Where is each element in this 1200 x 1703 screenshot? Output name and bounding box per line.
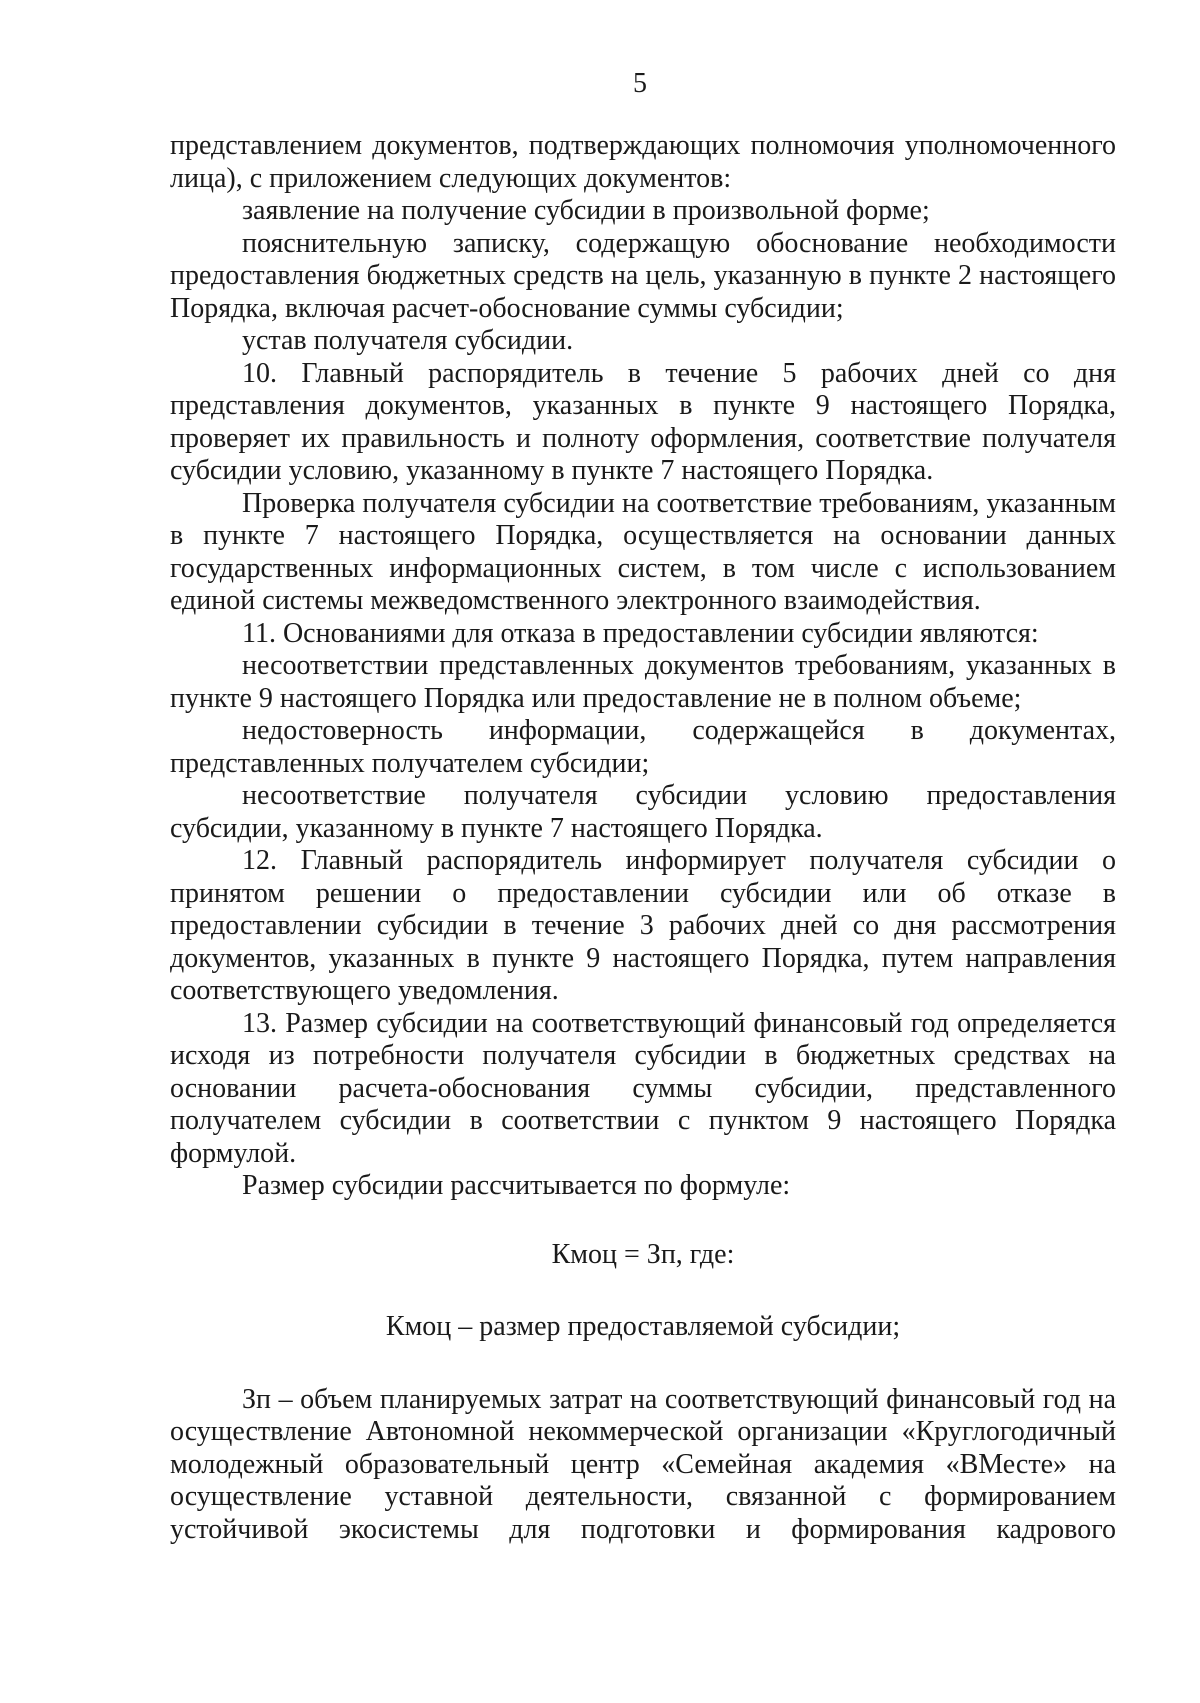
paragraph-formula-intro: Размер субсидии рассчитывается по формуле: (242, 1170, 791, 1201)
paragraph-noncompliance-docs: несоответствии представленных документов требованиям, указанных в пункте 9 настоящего Порядка или предоставление не в полном объеме; (170, 650, 1116, 714)
definition-kmoc: Кмоц – размер предоставляемой субсидии; (385, 1311, 901, 1342)
paragraph-12: 12. Главный распорядитель информирует получателя субсидии о принятом решении о предоставлении субсидии или об отказе в предоставлении субсидии в течение 3 рабочих дней со дня рассмотрения документов, указанных в пункте 9 настоящего Порядка, путем направления соответствующего уведомления. (170, 845, 1116, 1006)
paragraph-application: заявление на получение субсидии в произвольной форме; (242, 195, 930, 226)
page-number: 5 (633, 68, 647, 99)
document-body (170, 130, 1116, 1546)
paragraph-continuation: представлением документов, подтверждающих полномочия уполномоченного лица), с приложением следующих документов: (170, 130, 1116, 194)
paragraph-11: 11. Основаниями для отказа в предоставлении субсидии являются: (242, 617, 1039, 649)
paragraph-13: 13. Размер субсидии на соответствующий финансовый год определяется исходя из потребности получателя субсидии в бюджетных средствах на основании расчета-обоснования суммы субсидии, представленного получателем субсидии в соответствии с пунктом 9 настоящего Порядка формулой. (170, 1007, 1116, 1169)
paragraph-explanatory-note: пояснительную записку, содержащую обоснование необходимости предоставления бюджетных средств на цель, указанную в пункте 2 настоящего Порядка, включая расчет-обоснование суммы субсидии; (170, 227, 1116, 324)
paragraph-charter: устав получателя субсидии. (242, 325, 574, 356)
paragraph-verification: Проверка получателя субсидии на соответствие требованиям, указанным в пункте 7 настоящего Порядка, осуществляется на основании данных государственных информационных систем, в том числе с использованием единой системы межведомственного электронного взаимодействия. (170, 487, 1116, 616)
paragraph-10: 10. Главный распорядитель в течение 5 рабочих дней со дня представления документов, указанных в пункте 9 настоящего Порядка, проверяет их правильность и полноту оформления, соответствие получателя субсидии условию, указанному в пункте 7 настоящего Порядка. (170, 357, 1116, 486)
definition-zp: Зп – объем планируемых затрат на соответствующий финансовый год на осуществление Автономной некоммерческой организации «Круглогодичный молодежный образовательный центр «Семейная академия «ВМесте» на осуществление уставной деятельности, связанной с формированием устойчивой экосистемы для подготовки и формирования кадрового (170, 1383, 1116, 1545)
paragraph-unreliable-info: недостоверность информации, содержащейся в документах, представленных получателем субсидии; (170, 715, 1116, 779)
paragraph-noncompliance-recipient: несоответствие получателя субсидии условию предоставления субсидии, указанному в пункте 7 настоящего Порядка. (170, 780, 1116, 844)
formula: Кмоц = Зп, где: (551, 1238, 735, 1270)
